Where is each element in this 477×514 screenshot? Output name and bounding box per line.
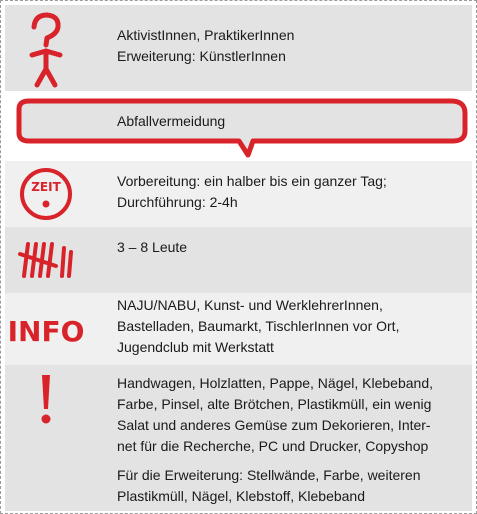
- materials-text: [117, 373, 466, 507]
- row-time: [5, 161, 472, 227]
- materials-line: Farbe, Pinsel, alte Brötchen, Plastikmüll, ein wenig: [117, 396, 432, 412]
- row-info: [5, 293, 472, 365]
- target-group-extension-line: Erweiterung: KünstlerInnen: [117, 48, 286, 64]
- target-group-line: AktivistInnen, PraktikerInnen: [117, 27, 295, 43]
- tally-marks-icon: [13, 233, 79, 287]
- clock-label: ZEIT: [31, 180, 61, 194]
- target-group-text: [117, 25, 466, 67]
- info-line: NAJU/NABU, Kunst- und WerklehrerInnen,: [117, 297, 383, 313]
- clock-icon: [13, 164, 79, 224]
- info-line: Jugendclub mit Werkstatt: [117, 339, 274, 355]
- materials-line: Salat und anderes Gemüse zum Dekorieren, Inter-: [117, 417, 431, 433]
- question-person-icon: [13, 9, 79, 89]
- extension-materials-line: Für die Erweiterung: Stellwände, Farbe, weiteren: [117, 467, 421, 483]
- preparation-time: Vorbereitung: ein halber bis ein ganzer Tag;: [117, 173, 387, 189]
- row-topic: [5, 91, 472, 161]
- extension-materials-line: Plastikmüll, Nägel, Klebstoff, Klebeband: [117, 488, 365, 504]
- people-count: 3 – 8 Leute: [117, 239, 188, 255]
- execution-time: Durchführung: 2-4h: [117, 194, 238, 210]
- row-materials: [5, 365, 472, 511]
- exclamation-icon: [13, 369, 79, 429]
- paragraph-gap: [117, 457, 466, 465]
- info-icon-label: INFO: [7, 315, 85, 348]
- materials-line: Handwagen, Holzlatten, Pappe, Nägel, Klebeband,: [117, 375, 433, 391]
- row-people: [5, 227, 472, 293]
- topic-label: Abfallvermeidung: [117, 113, 226, 129]
- info-line: Bastelladen, Baumarkt, TischlerInnen vor Ort,: [117, 318, 400, 334]
- info-text: [117, 295, 466, 358]
- info-icon: [7, 307, 85, 351]
- materials-line: net für die Recherche, PC und Drucker, Copyshop: [117, 438, 429, 454]
- row-target-group: [5, 5, 472, 91]
- time-text: [117, 171, 466, 213]
